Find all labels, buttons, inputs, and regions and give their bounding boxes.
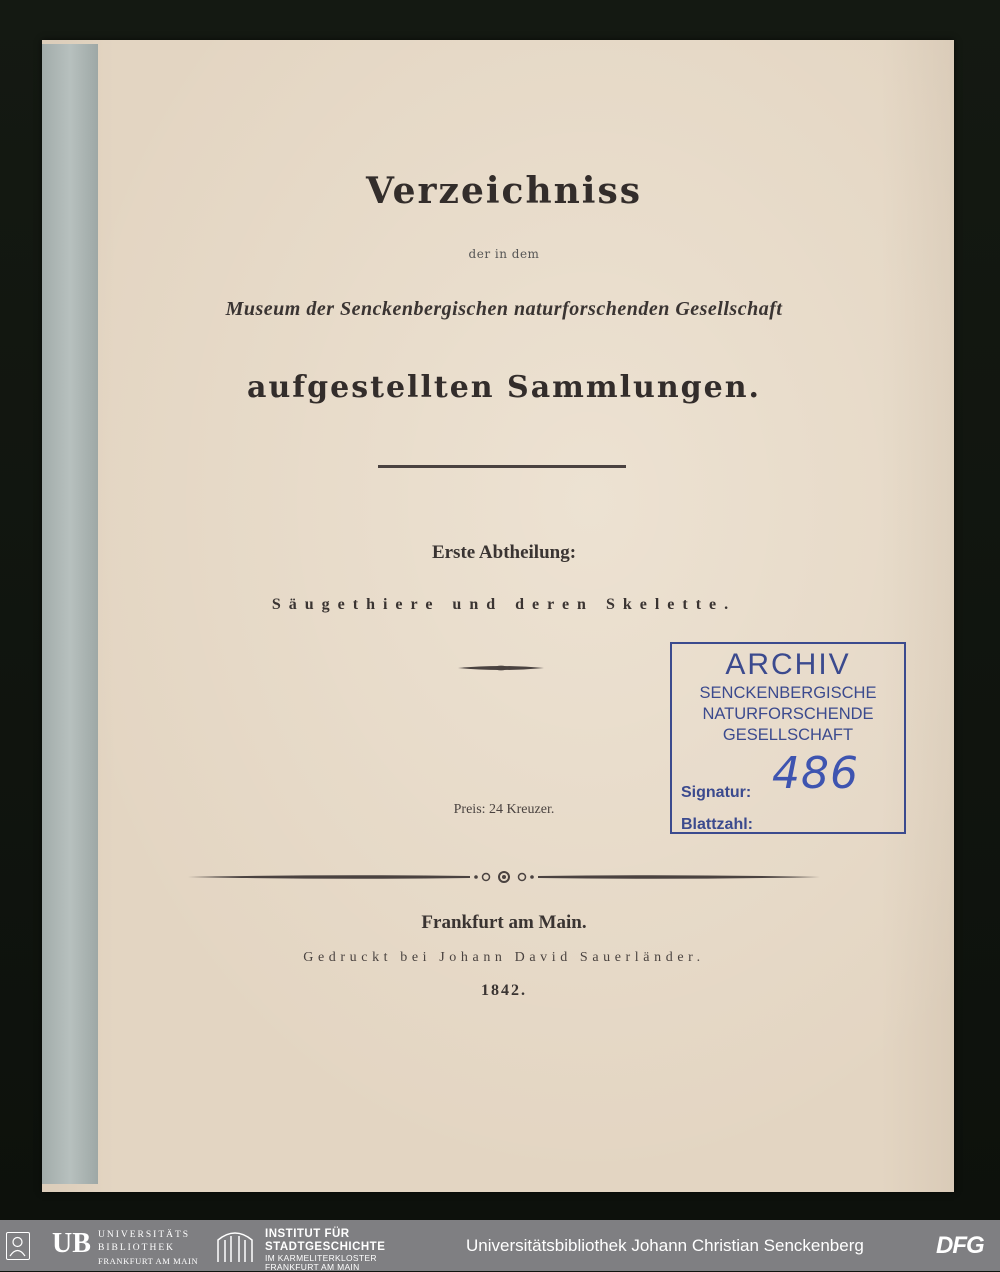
signatur-value: 486 (772, 748, 859, 799)
document-title: Verzeichniss (366, 170, 642, 212)
ub-logo-text: BIBLIOTHEK (98, 1243, 175, 1253)
blattzahl-label: Blattzahl: (681, 816, 753, 833)
stamp-heading: ARCHIV (725, 648, 851, 681)
library-name: Universitätsbibliothek Johann Christian Senckenberg (466, 1236, 864, 1255)
ub-logo-text: UNIVERSITÄTS (98, 1230, 191, 1240)
isg-logo-text: STADTGESCHICHTE (265, 1241, 386, 1253)
isg-building-icon[interactable] (214, 1228, 256, 1264)
museum-line: Museum der Senckenbergischen naturforschenden Gesellschaft (225, 298, 783, 320)
footer-bar (0, 1220, 1000, 1271)
ub-logo-text: FRANKFURT AM MAIN (98, 1256, 199, 1266)
isg-logo-text: INSTITUT FÜR (265, 1228, 350, 1240)
isg-logo-text: FRANKFURT AM MAIN (265, 1262, 360, 1272)
stamp-org-line: NATURFORSCHENDE (702, 705, 874, 723)
stamp-org-line: SENCKENBERGISCHE (699, 684, 877, 702)
isg-logo-text: IM KARMELITERKLOSTER (265, 1253, 377, 1263)
ub-portrait-icon[interactable] (6, 1232, 30, 1260)
price-line: Preis: 24 Kreuzer. (453, 802, 555, 817)
title-connector: der in dem (468, 247, 540, 261)
ub-logo[interactable]: UB (52, 1228, 91, 1259)
ornamental-divider (188, 868, 820, 886)
dfg-logo[interactable]: DFG (936, 1232, 984, 1259)
title-divider (378, 465, 626, 468)
small-ornament-divider (458, 664, 544, 672)
publication-year: 1842. (481, 982, 527, 999)
place-of-publication: Frankfurt am Main. (421, 912, 587, 933)
archive-stamp (670, 642, 906, 834)
stamp-org-line: GESELLSCHAFT (722, 726, 854, 744)
collections-line: aufgestellten Sammlungen. (247, 370, 761, 405)
section-heading: Erste Abtheilung: (431, 542, 577, 563)
signatur-label: Signatur: (681, 784, 752, 801)
printer-line: Gedruckt bei Johann David Sauerländer. (303, 950, 705, 965)
section-title: Säugethiere und deren Skelette. (271, 596, 737, 613)
